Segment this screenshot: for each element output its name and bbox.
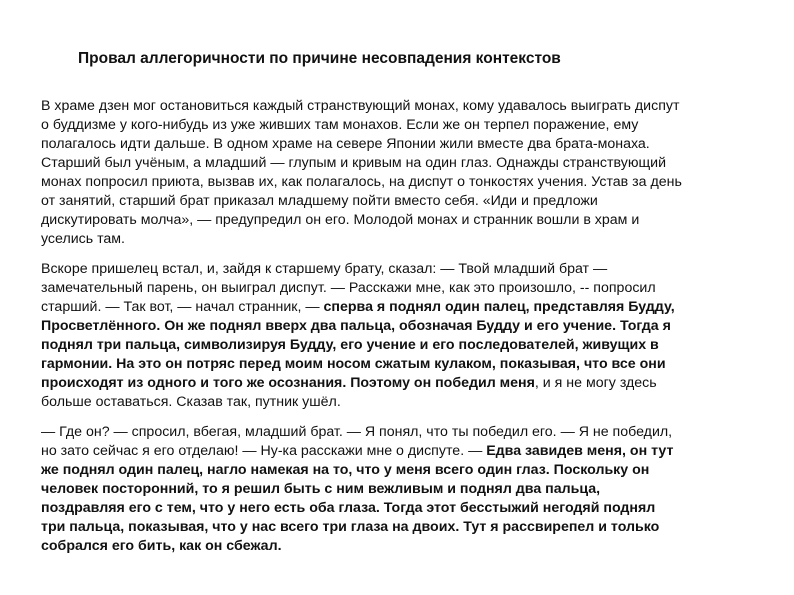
text-line: [41, 135, 771, 154]
text-line: [41, 499, 771, 518]
text-segment: , и я не могу здесь: [534, 375, 657, 391]
text-line: [41, 355, 771, 374]
text-line: [41, 317, 771, 336]
text-line: [41, 173, 771, 192]
text-segment: — Где он? — спросил, вбегая, младший брат. — Я понял, что ты победил его. — Я не победил,: [41, 424, 673, 440]
bold-text: происходят из одного и того же осознания. Поэтому он победил меня: [41, 375, 535, 391]
text-line: [41, 279, 771, 298]
text-segment: но зато сейчас я его отделаю! — Ну-ка расскажи мне о диспуте. —: [41, 443, 487, 459]
text-segment: Вскоре пришелец встал, и, зайдя к старшему брату, сказал: — Твой младший брат —: [41, 261, 608, 277]
text-line: [41, 461, 771, 480]
text-line: [41, 393, 771, 412]
text-line: [41, 211, 771, 230]
text-segment: В храме дзен мог остановиться каждый странствующий монах, кому удавалось выиграть диспут: [41, 98, 680, 114]
text-segment: полагалось идти дальше. В одном храме на севере Японии жили вместе два брата-монаха.: [41, 136, 650, 152]
text-segment: монах попросил приюта, вызвав их, как полагалось, на диспут о тонкостях учения. Устав за день: [41, 174, 682, 190]
bold-text: человек посторонний, то я решил быть с ним вежливым и поднял два пальца,: [41, 481, 601, 497]
bold-text: поднял три пальца, символизируя Будду, его учение и его последователей, живущих в: [41, 337, 659, 353]
text-segment: замечательный парень, он выиграл диспут. — Расскажи мне, как это произошло, -- попросил: [41, 280, 656, 296]
text-line: [41, 336, 771, 355]
bold-text: поздравляя его с тем, что у него есть оба глаза. Тогда этот бесстыжий негодяй поднял: [41, 500, 656, 516]
text-line: [41, 116, 771, 135]
text-line: [41, 97, 771, 116]
bold-text: Едва завидев меня, он тут: [486, 443, 674, 459]
bold-text: Просветлённого. Он же поднял вверх два пальца, обозначая Будду и его учение. Тогда я: [41, 318, 671, 334]
text-segment: больше оставаться. Сказав так, путник ушёл.: [41, 394, 341, 410]
paragraph: [41, 97, 771, 249]
text-line: [41, 480, 771, 499]
bold-text: гармонии. На это он потряс перед моим носом сжатым кулаком, показывая, что все они: [41, 356, 666, 372]
text-line: [41, 442, 771, 461]
bold-text: собрался его бить, как он сбежал.: [41, 538, 282, 554]
text-line: [41, 537, 771, 556]
text-line: [41, 298, 771, 317]
text-line: [41, 192, 771, 211]
text-segment: о буддизме у кого-нибудь из уже живших там монахов. Если же он терпел поражение, ему: [41, 117, 639, 133]
text-line: [41, 518, 771, 537]
paragraph: [41, 423, 771, 556]
text-segment: старший. — Так вот, — начал странник, —: [41, 299, 324, 315]
paragraph: [41, 260, 771, 412]
text-segment: от занятий, старший брат приказал младшему пойти вместо себя. «Иди и предложи: [41, 193, 598, 209]
text-line: [41, 260, 771, 279]
text-line: [41, 423, 771, 442]
text-line: [41, 374, 771, 393]
story-text: [41, 97, 771, 567]
text-line: [41, 230, 771, 249]
text-line: [41, 154, 771, 173]
bold-text: сперва я поднял один палец, представляя Будду,: [323, 299, 675, 315]
page-title: Провал аллегоричности по причине несовпадения контекстов: [78, 50, 561, 67]
text-segment: Старший был учёным, а младший — глупым и кривым на один глаз. Однажды странствующий: [41, 155, 666, 171]
bold-text: же поднял один палец, нагло намекая на то, что у меня всего один глаз. Поскольку он: [41, 462, 650, 478]
text-segment: дискутировать молча», — предупредил он его. Молодой монах и странник вошли в храм и: [41, 212, 640, 228]
text-segment: уселись там.: [41, 231, 126, 247]
bold-text: три пальца, показывая, что у нас всего три глаза на двоих. Тут я рассвирепел и только: [41, 519, 660, 535]
